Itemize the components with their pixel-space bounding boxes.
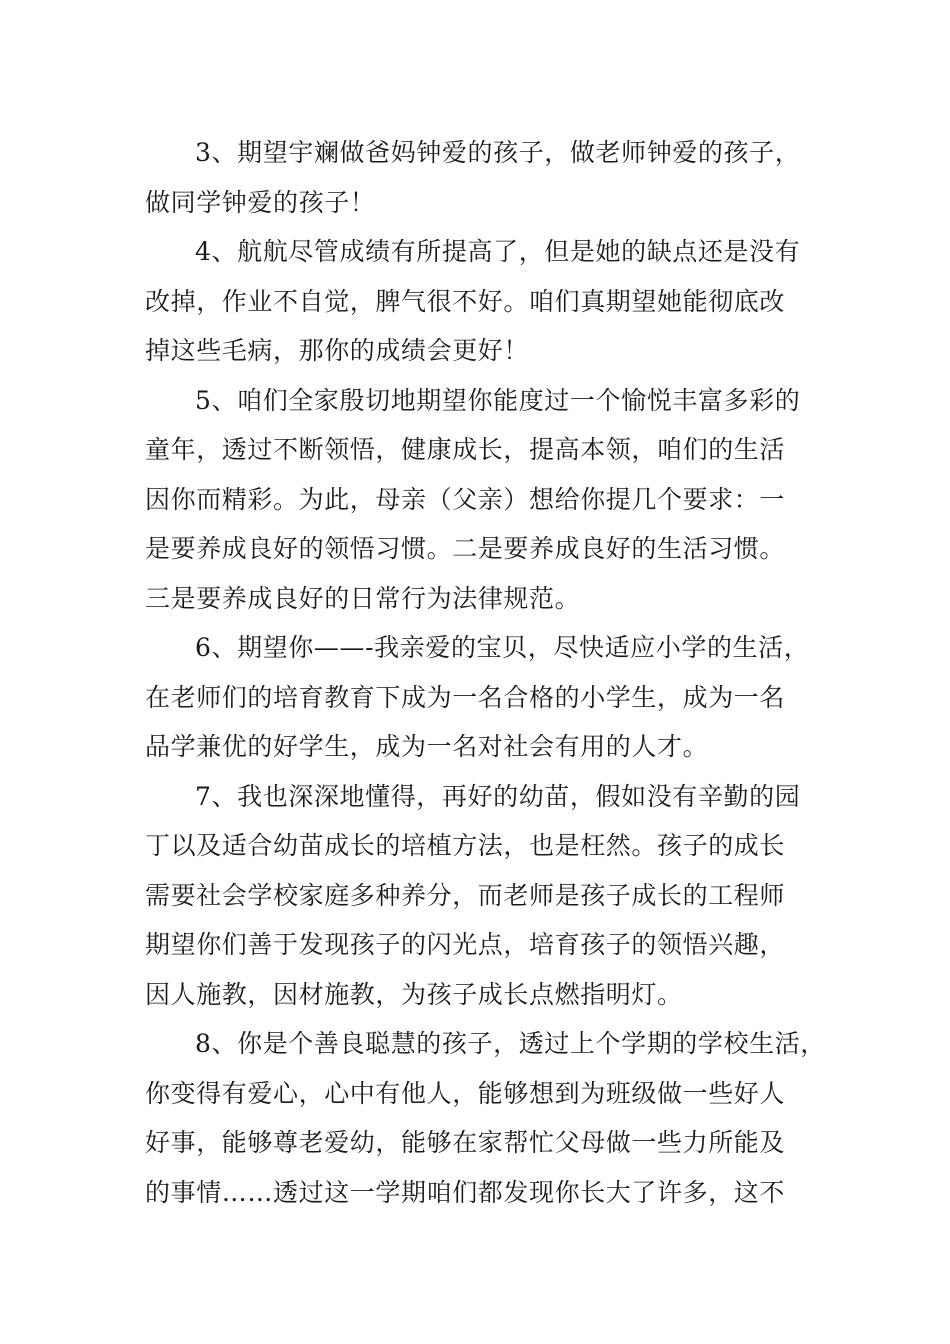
paragraph-line: 是要养成良好的领悟习惯。二是要养成良好的生活习惯。 <box>145 534 786 563</box>
paragraph-line: 因人施教，因材施教，为孩子成长点燃指明灯。 <box>145 979 683 1009</box>
paragraph-line: 童年，透过不断领悟，健康成长，提高本领，咱们的生活 <box>145 435 786 464</box>
paragraph-line: 改掉，作业不自觉，脾气很不好。咱们真期望她能彻底改 <box>145 286 786 316</box>
paragraph-line: 的事情……透过这一学期咱们都发现你长大了许多，这不 <box>145 1177 786 1207</box>
paragraph-line: 掉这些毛病，那你的成绩会更好！ <box>145 336 530 365</box>
paragraph-line: 7、我也深深地懂得，再好的幼苗，假如没有辛勤的园 <box>195 781 801 811</box>
paragraph-line: 需要社会学校家庭多种养分，而老师是孩子成长的工程师 <box>145 880 786 910</box>
paragraph-8 <box>145 1019 826 1217</box>
paragraph-7 <box>145 772 815 1020</box>
paragraph-line: 三是要养成良好的日常行为法律规范。 <box>145 583 581 613</box>
document-body <box>145 128 826 1217</box>
paragraph-line: 期望你们善于发现孩子的闪光点，培育孩子的领悟兴趣， <box>145 930 786 959</box>
paragraph-line: 6、期望你——-我亲爱的宝贝，尽快适应小学的生活， <box>195 633 810 662</box>
paragraph-line: 3、期望宇斓做爸妈钟爱的孩子，做老师钟爱的孩子， <box>195 138 801 167</box>
paragraph-line: 因你而精彩。为此，母亲（父亲）想给你提几个要求：一 <box>145 484 786 514</box>
paragraph-line: 在老师们的培育教育下成为一名合格的小学生，成为一名 <box>145 682 786 712</box>
paragraph-6 <box>145 623 815 772</box>
paragraph-line: 好事，能够尊老爱幼，能够在家帮忙父母做一些力所能及 <box>145 1128 786 1157</box>
paragraph-4 <box>145 227 815 376</box>
paragraph-line: 5、咱们全家殷切地期望你能度过一个愉悦丰富多彩的 <box>195 385 801 415</box>
paragraph-line: 8、你是个善良聪慧的孩子，透过上个学期的学校生活， <box>195 1029 826 1058</box>
paragraph-5 <box>145 376 815 624</box>
paragraph-3 <box>145 128 815 227</box>
paragraph-line: 做同学钟爱的孩子！ <box>145 187 376 217</box>
paragraph-line: 4、航航尽管成绩有所提高了，但是她的缺点还是没有 <box>195 237 801 266</box>
paragraph-line: 丁以及适合幼苗成长的培植方法，也是枉然。孩子的成长 <box>145 831 786 860</box>
paragraph-line: 品学兼优的好学生，成为一名对社会有用的人才。 <box>145 732 709 761</box>
paragraph-line: 你变得有爱心，心中有他人，能够想到为班级做一些好人 <box>145 1078 786 1108</box>
